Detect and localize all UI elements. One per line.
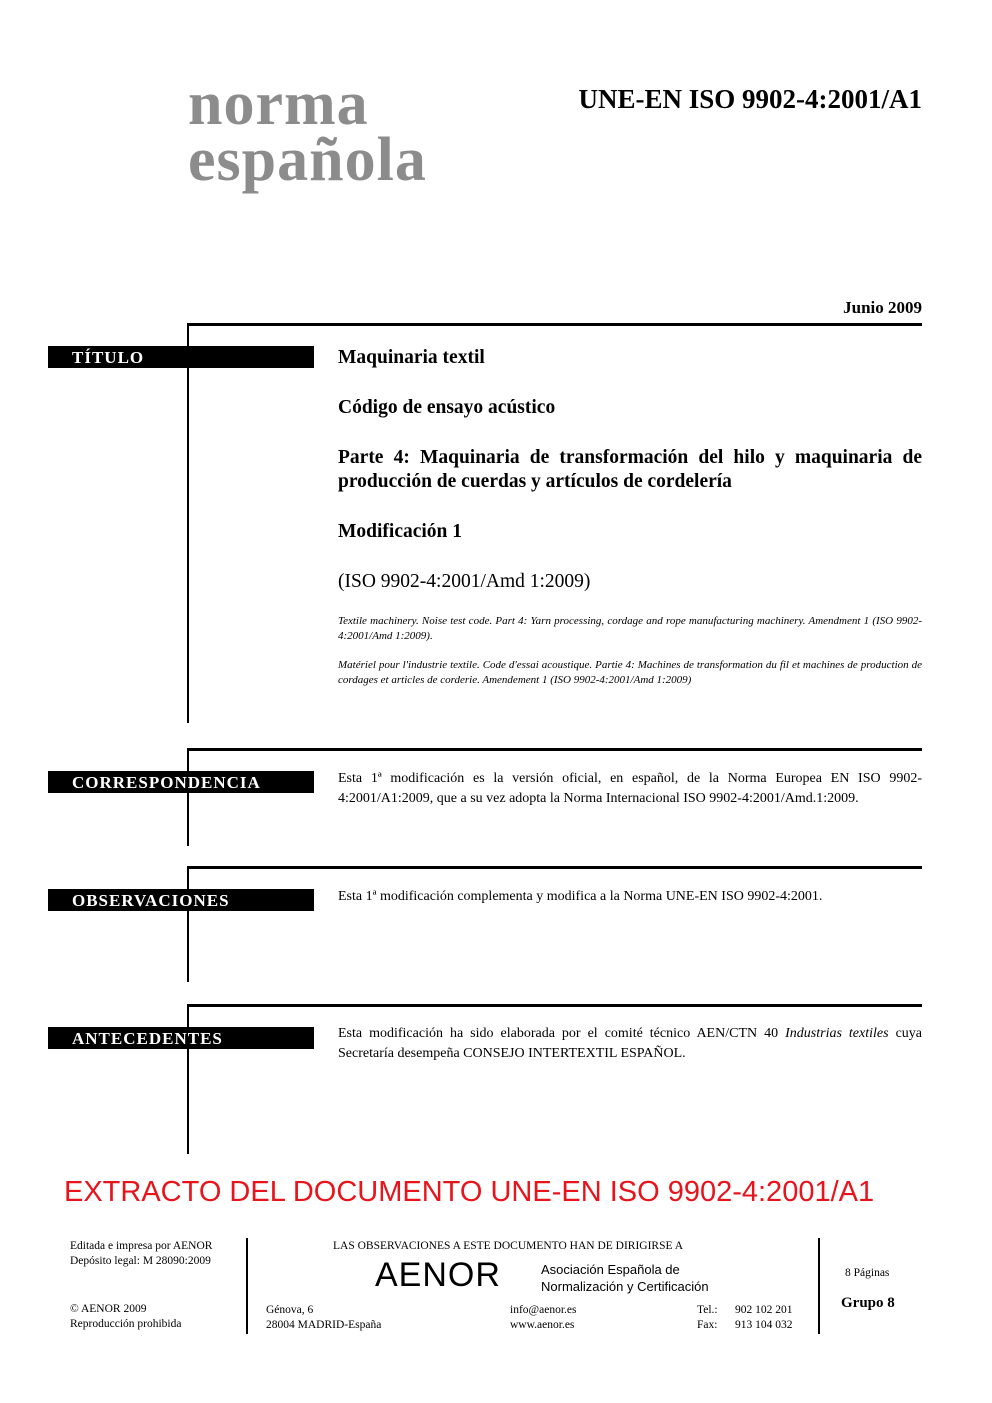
section-divider bbox=[188, 323, 922, 326]
section-vertical-rule bbox=[187, 748, 189, 846]
footer-copyright bbox=[70, 1302, 181, 1332]
french-title: Matériel pour l'industrie textile. Code d'essai acoustique. Partie 4: Machines de transformation du fil et machines de production de cordages et articles de corderie. Amendement 1 (ISO 9902-4:2001/Amd 1:2009) bbox=[338, 659, 922, 686]
address-city: 28004 MADRID-España bbox=[266, 1319, 382, 1331]
antecedentes-text bbox=[338, 1024, 922, 1064]
aenor-association bbox=[541, 1261, 709, 1295]
edited-by: Editada e impresa por AENOR bbox=[70, 1240, 213, 1252]
brand-line-1: norma bbox=[188, 70, 369, 138]
antecedentes-text-end: cuya Secretaría desempeña CONSEJO INTERTEXTIL ESPAÑOL. bbox=[338, 1026, 922, 1061]
footer-divider bbox=[246, 1238, 248, 1334]
antecedentes-text-start: Esta modificación ha sido elaborada por el comité técnico AEN/CTN 40 bbox=[338, 1026, 786, 1041]
fax-number: 913 104 032 bbox=[735, 1319, 793, 1331]
reproduction-notice: Reproducción prohibida bbox=[70, 1318, 182, 1330]
footer-divider bbox=[818, 1238, 820, 1334]
observations-note: LAS OBSERVACIONES A ESTE DOCUMENTO HAN DE DIRIGIRSE A bbox=[333, 1240, 684, 1252]
price-group: Grupo 8 bbox=[841, 1295, 895, 1311]
footer-phone bbox=[697, 1303, 793, 1333]
association-line-1: Asociación Española de bbox=[541, 1262, 680, 1277]
fax-label: Fax: bbox=[697, 1319, 718, 1331]
committee-name: Industrias textiles bbox=[785, 1026, 889, 1041]
title-line-1: Maquinaria textil bbox=[338, 347, 485, 368]
tel-label: Tel.: bbox=[697, 1304, 718, 1316]
title-line-4: Modificación 1 bbox=[338, 521, 463, 542]
section-label-observaciones: OBSERVACIONES bbox=[48, 889, 314, 911]
extract-banner: EXTRACTO DEL DOCUMENTO UNE-EN ISO 9902-4:2001/A1 bbox=[64, 1176, 875, 1208]
section-label-antecedentes: ANTECEDENTES bbox=[48, 1027, 314, 1049]
section-vertical-rule bbox=[187, 866, 189, 982]
aenor-logo: AENOR bbox=[375, 1256, 501, 1294]
english-title: Textile machinery. Noise test code. Part 4: Yarn processing, cordage and rope manufacturing machinery. Amendment 1 (ISO 9902-4:2001/Amd 1:2009). bbox=[338, 615, 922, 642]
copyright: © AENOR 2009 bbox=[70, 1303, 147, 1315]
observaciones-text: Esta 1ª modificación complementa y modifica a la Norma UNE-EN ISO 9902-4:2001. bbox=[338, 889, 823, 904]
section-vertical-rule bbox=[187, 323, 189, 723]
brand-line-2: española bbox=[188, 126, 427, 194]
title-line-2: Código de ensayo acústico bbox=[338, 397, 556, 418]
section-divider bbox=[188, 866, 922, 869]
footer-address bbox=[266, 1303, 381, 1333]
title-line-3: Parte 4: Maquinaria de transformación del hilo y maquinaria de producción de cuerdas y artículos de cordelería bbox=[338, 447, 922, 492]
section-divider bbox=[188, 1004, 922, 1007]
address-street: Génova, 6 bbox=[266, 1304, 314, 1316]
iso-reference: (ISO 9902-4:2001/Amd 1:2009) bbox=[338, 571, 591, 592]
footer-contact-web bbox=[510, 1303, 576, 1333]
tel-number: 902 102 201 bbox=[735, 1304, 793, 1316]
standard-code: UNE-EN ISO 9902-4:2001/A1 bbox=[578, 84, 922, 114]
correspondencia-text: Esta 1ª modificación es la versión oficial, en español, de la Norma Europea EN ISO 9902-4:2001/A1:2009, que a su vez adopta la Norma Internacional ISO 9902-4:2001/Amd.1:2009. bbox=[338, 771, 922, 806]
legal-deposit: Depósito legal: M 28090:2009 bbox=[70, 1255, 211, 1267]
section-label-correspondencia: CORRESPONDENCIA bbox=[48, 771, 314, 793]
titulo-content bbox=[338, 346, 922, 688]
publication-date: Junio 2009 bbox=[843, 298, 922, 317]
contact-website[interactable]: www.aenor.es bbox=[510, 1319, 575, 1331]
section-divider bbox=[188, 748, 922, 751]
section-label-titulo: TÍTULO bbox=[48, 346, 314, 368]
brand-title bbox=[188, 70, 427, 194]
footer-edition bbox=[70, 1239, 212, 1269]
contact-email[interactable]: info@aenor.es bbox=[510, 1304, 577, 1316]
page-count: 8 Páginas bbox=[845, 1267, 890, 1279]
association-line-2: Normalización y Certificación bbox=[541, 1279, 709, 1294]
